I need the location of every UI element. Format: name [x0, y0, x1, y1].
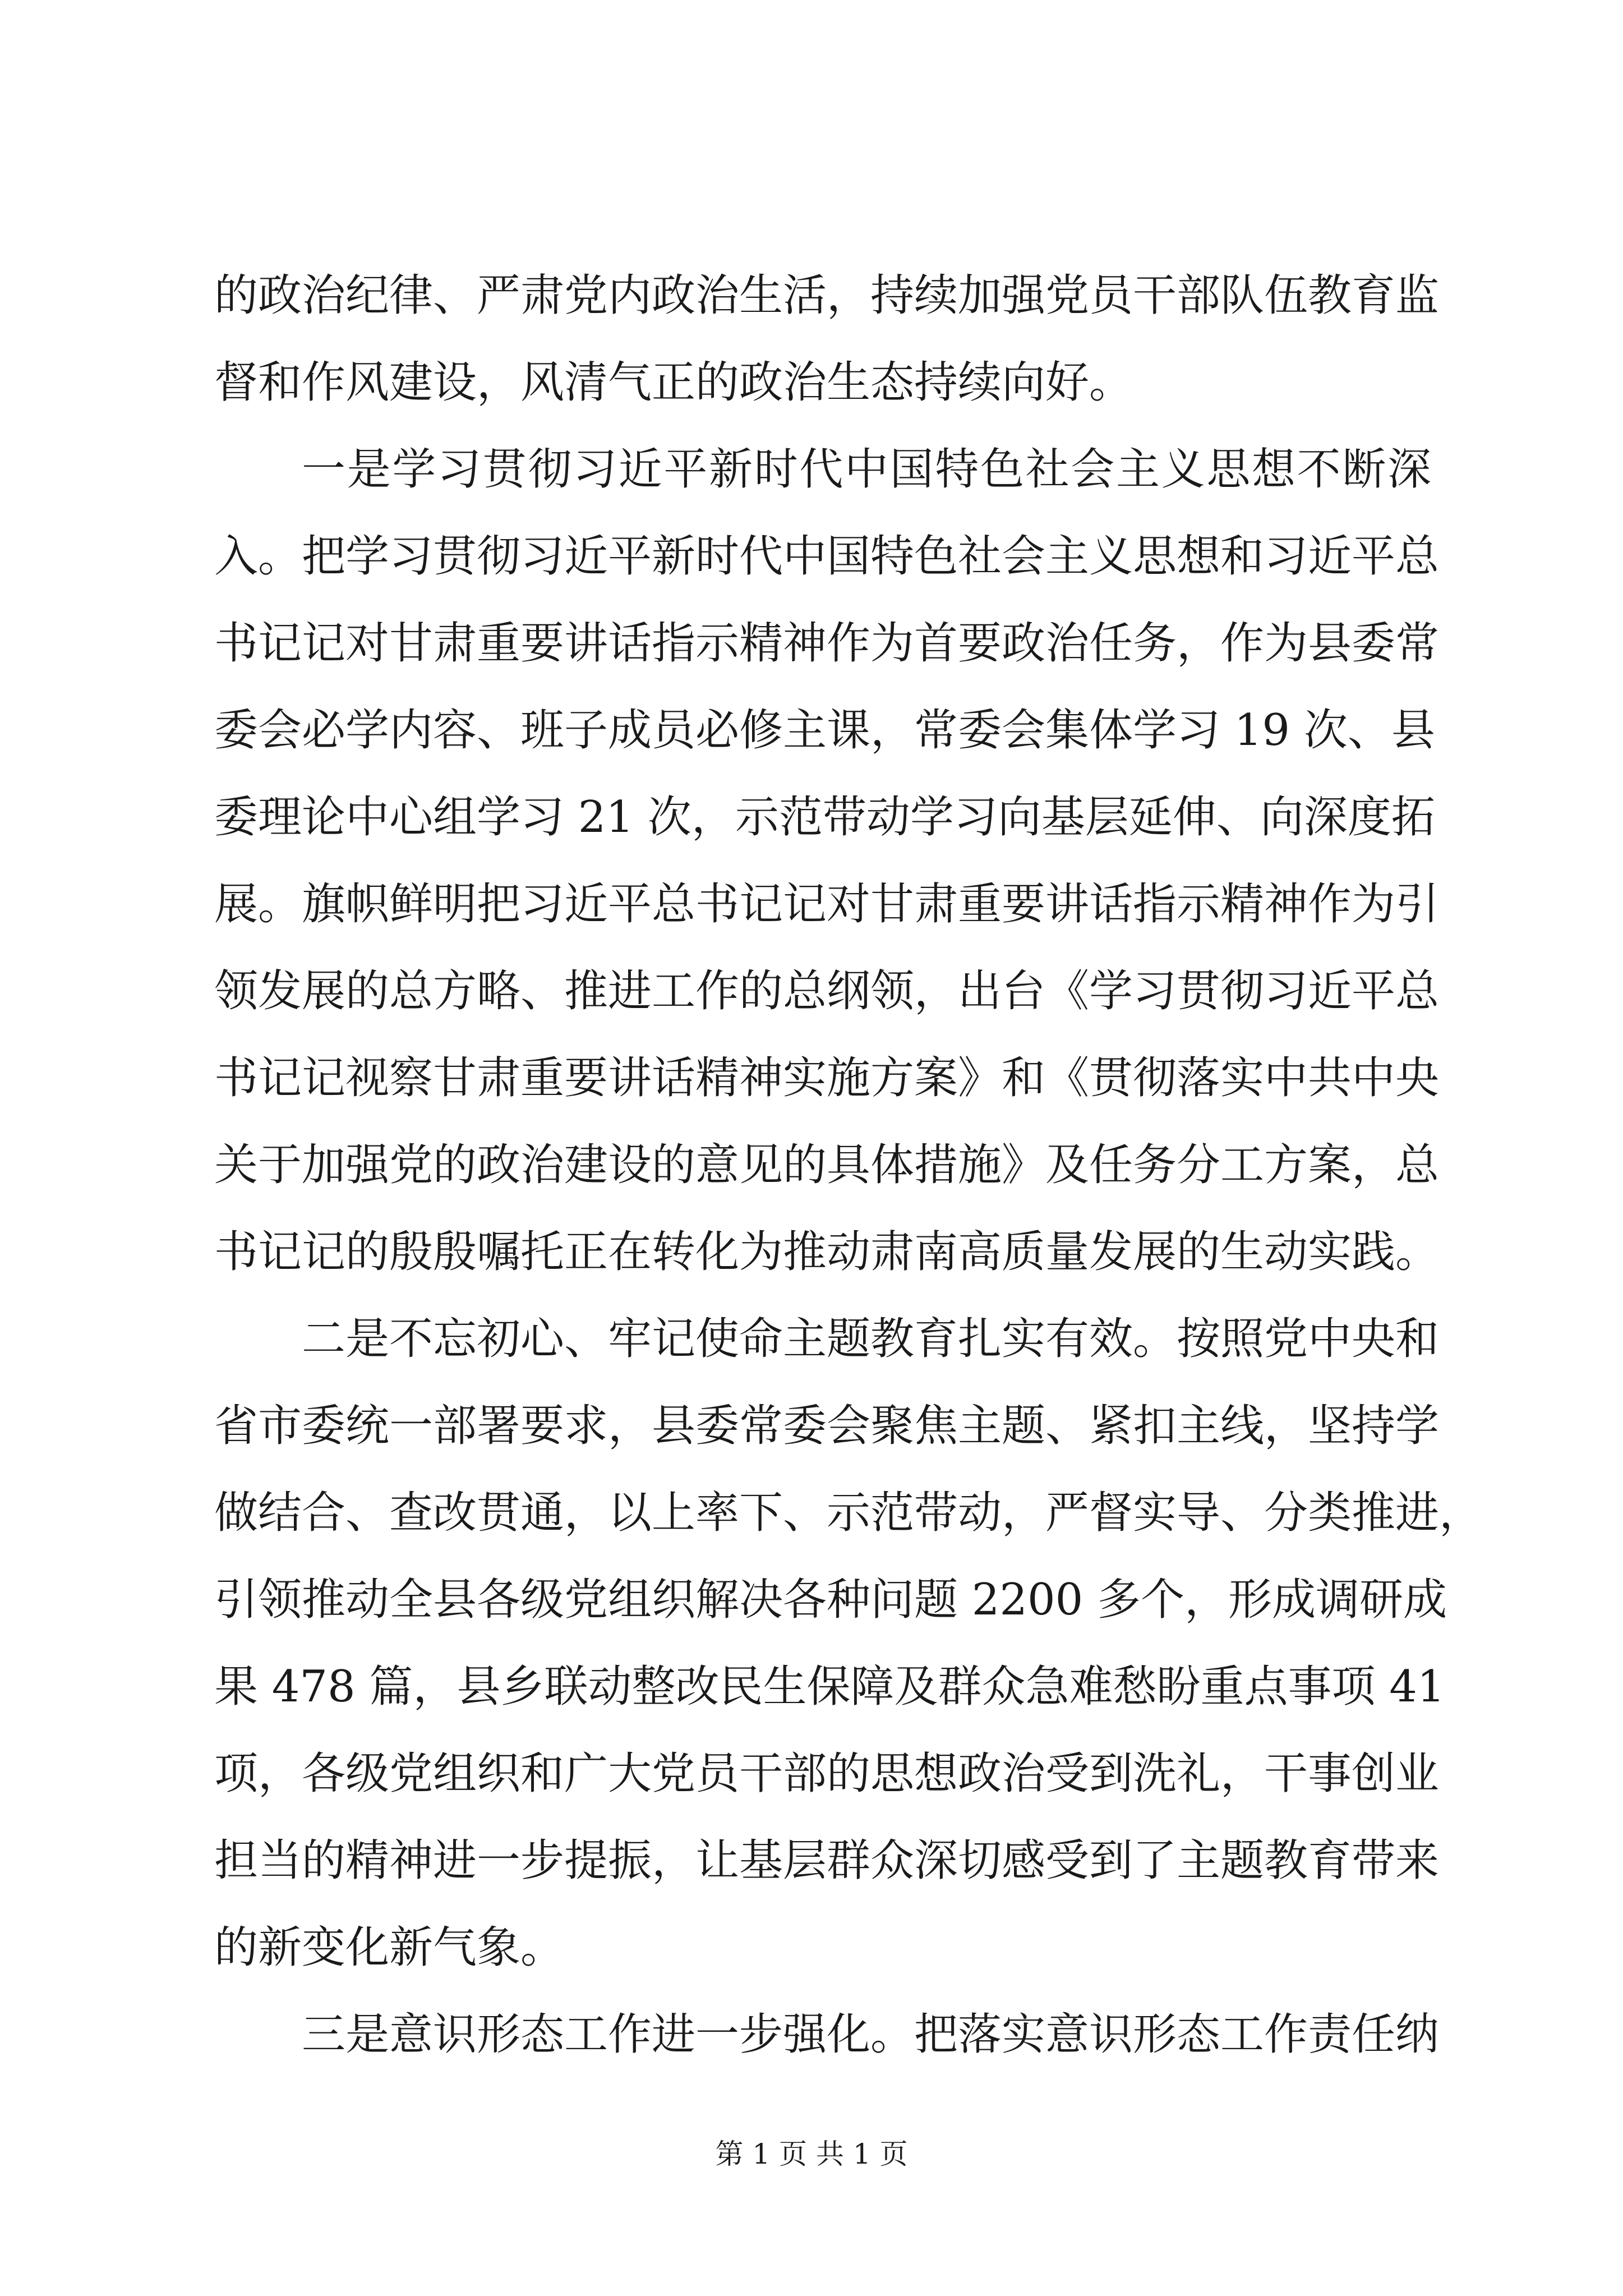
page-number-footer: 第 1 页 共 1 页: [715, 2138, 908, 2170]
text-line: 展。旗帜鲜明把习近平总书记记对甘肃重要讲话指示精神作为引: [214, 879, 1440, 930]
document-body: [214, 252, 1483, 2078]
text-line: 做结合、查改贯通，以上率下、示范带动，严督实导、分类推进，: [214, 1488, 1483, 1538]
text-line: 的政治纪律、严肃党内政治生活，持续加强党员干部队伍教育监: [214, 270, 1440, 321]
text-line: 书记记视察甘肃重要讲话精神实施方案》和《贯彻落实中共中央: [214, 1053, 1440, 1103]
text-line: 委理论中心组学习 21 次，示范带动学习向基层延伸、向深度拓: [214, 792, 1435, 843]
text-line: 关于加强党的政治建设的意见的具体措施》及任务分工方案，总: [214, 1140, 1440, 1190]
text-line: 一是学习贯彻习近平新时代中国特色社会主义思想不断深: [302, 444, 1431, 495]
text-line: 省市委统一部署要求，县委常委会聚焦主题、紧扣主线，坚持学: [214, 1401, 1440, 1451]
text-line: 二是不忘初心、牢记使命主题教育扎实有效。按照党中央和: [302, 1314, 1440, 1364]
text-line: 书记记对甘肃重要讲话指示精神作为首要政治任务，作为县委常: [214, 618, 1440, 669]
text-line: 果 478 篇，县乡联动整改民生保障及群众急难愁盼重点事项 41: [214, 1662, 1445, 1712]
text-line: 书记记的殷殷嘱托正在转化为推动肃南高质量发展的生动实践。: [214, 1227, 1440, 1277]
text-line: 委会必学内容、班子成员必修主课，常委会集体学习 19 次、县: [214, 705, 1435, 756]
text-line: 项，各级党组织和广大党员干部的思想政治受到洗礼，干事创业: [214, 1749, 1440, 1799]
text-line: 三是意识形态工作进一步强化。把落实意识形态工作责任纳: [302, 2009, 1440, 2060]
text-line: 的新变化新气象。: [214, 1922, 565, 1973]
text-line: 领发展的总方略、推进工作的总纲领，出台《学习贯彻习近平总: [214, 966, 1440, 1016]
text-line: 督和作风建设，风清气正的政治生态持续向好。: [214, 357, 1133, 408]
text-line: 引领推动全县各级党组织解决各种问题 2200 多个，形成调研成: [214, 1575, 1447, 1625]
text-line: 担当的精神进一步提振，让基层群众深切感受到了主题教育带来: [214, 1835, 1440, 1886]
text-line: 入。把学习贯彻习近平新时代中国特色社会主义思想和习近平总: [214, 531, 1440, 582]
